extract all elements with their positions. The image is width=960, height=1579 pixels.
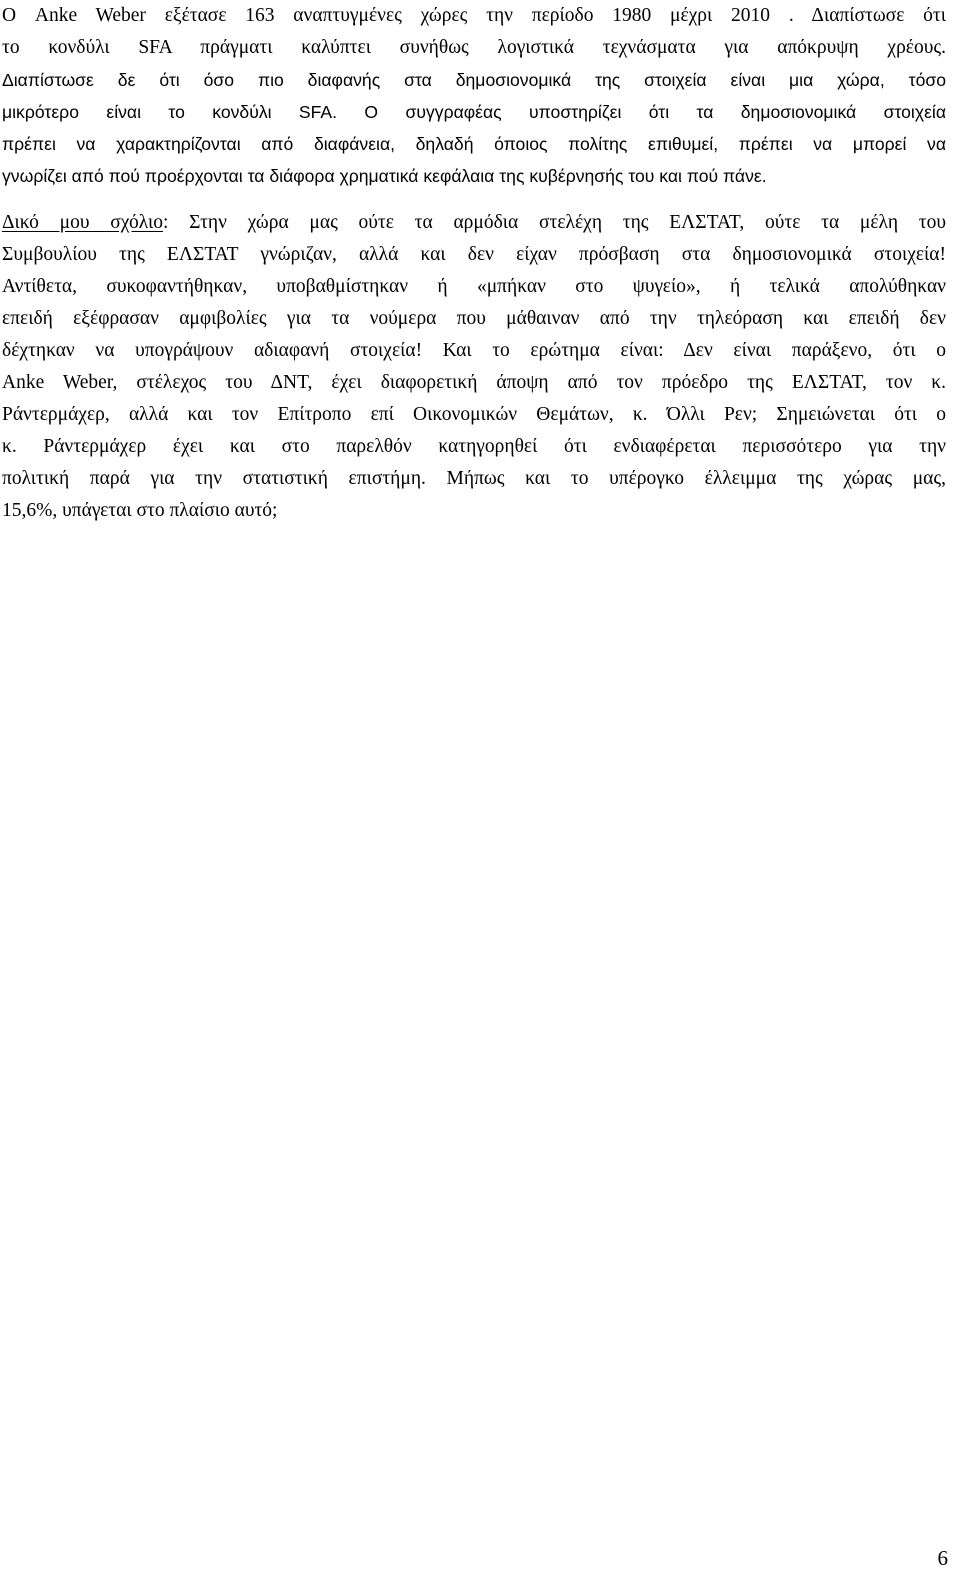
paragraph1-line6: γνωρίζει από πού προέρχονται τα διάφορα χρηματικά κεφάλαια της κυβέρνησής του και πού πάνε. (2, 166, 767, 186)
paragraph2-line5: δέχτηκαν να υπογράψουν αδιαφανή στοιχεία! Και το ερώτημα είναι: Δεν είναι παράξενο, ότι ο (2, 340, 946, 361)
paragraph1-line2: το κονδύλι SFA πράγματι καλύπτει συνήθως λογιστικά τεχνάσματα για απόκρυψη χρέους. (2, 37, 946, 58)
paragraph2-line4: επειδή εξέφρασαν αμφιβολίες για τα νούμερα που μάθαιναν από την τηλεόραση και επειδή δεν (2, 308, 946, 329)
paragraph2-line7: Ράντερμάχερ, αλλά και τον Επίτροπο επί Οικονομικών Θεμάτων, κ. Όλλι Ρεν; Σημειώνεται ότι ο (2, 404, 946, 425)
comment-label: Δικό μου σχόλιο (2, 212, 163, 233)
paragraph1-line4: μικρότερο είναι το κονδύλι SFA. Ο συγγραφέας υποστηρίζει ότι τα δημοσιονομικά στοιχεία (2, 102, 946, 122)
paragraph1-line5: πρέπει να χαρακτηρίζονται από διαφάνεια, δηλαδή όποιος πολίτης επιθυμεί, πρέπει να μπορεί να (2, 134, 946, 154)
comment-line1-text: : Στην χώρα μας ούτε τα αρμόδια στελέχη της ΕΛΣΤΑΤ, ούτε τα μέλη του (162, 212, 946, 233)
paragraph2-line10: 15,6%, υπάγεται στο πλαίσιο αυτό; (2, 500, 278, 521)
paragraph2-line2: Συμβουλίου της ΕΛΣΤΑΤ γνώριζαν, αλλά και δεν είχαν πρόσβαση στα δημοσιονομικά στοιχεία! (2, 244, 946, 265)
paragraph2-line1 (2, 207, 946, 239)
paragraph2-line6: Anke Weber, στέλεχος του ΔΝΤ, έχει διαφορετική άποψη από τον πρόεδρο της ΕΛΣΤΑΤ, τον κ. (2, 372, 946, 393)
page-number: 6 (937, 1546, 948, 1570)
paragraph1-line3: Διαπίστωσε δε ότι όσο πιο διαφανής στα δημοσιονομικά της στοιχεία είναι μια χώρα, τόσο (2, 70, 946, 90)
paragraph1-line1: Ο Anke Weber εξέτασε 163 αναπτυγμένες χώρες την περίοδο 1980 μέχρι 2010 . Διαπίστωσε ότι (2, 5, 946, 26)
paragraph2-line9: πολιτική παρά για την στατιστική επιστήμη. Μήπως και το υπέρογκο έλλειμμα της χώρας μας, (2, 468, 946, 489)
paragraph2-line8: κ. Ράντερμάχερ έχει και στο παρελθόν κατηγορηθεί ότι ενδιαφέρεται περισσότερο για την (2, 436, 946, 457)
paragraph2-line3: Αντίθετα, συκοφαντήθηκαν, υποβαθμίστηκαν ή «μπήκαν στο ψυγείο», ή τελικά απολύθηκαν (2, 276, 946, 297)
